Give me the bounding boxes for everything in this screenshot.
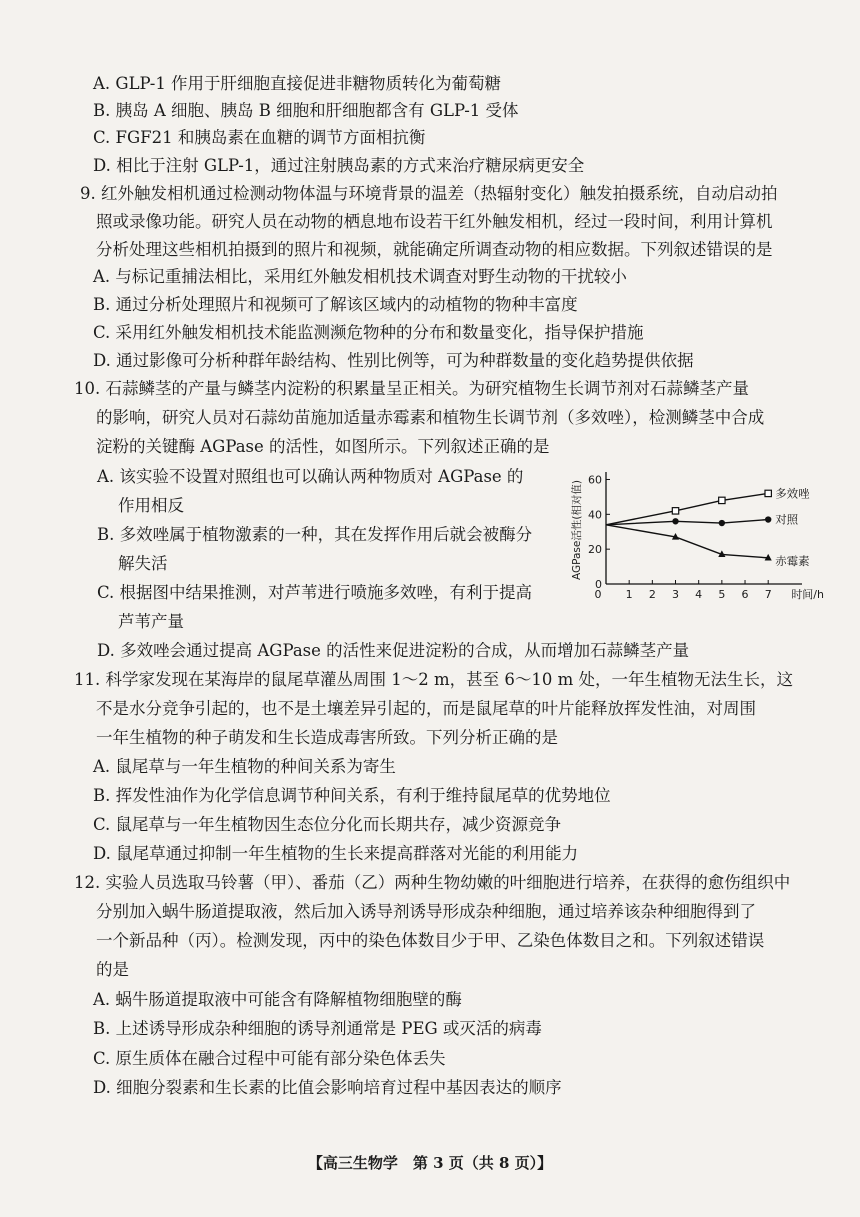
series-label-赤霉素: 赤霉素 [775,553,810,568]
q11-option-a: A. 鼠尾草与一年生植物的种间关系为寄生 [93,757,396,776]
q9-option-b: B. 通过分析处理照片和视频可了解该区域内的动植物的物种丰富度 [93,295,578,314]
y-tick-label: 60 [588,473,602,487]
q11-stem-line-2: 不是水分竞争引起的，也不是土壤差异引起的，而是鼠尾草的叶片能释放挥发性油，对周围 [96,699,756,718]
data-point-多效唑 [719,497,725,503]
x-tick-label: 3 [672,588,680,601]
y-tick-label: 40 [588,508,602,522]
q11-stem-line-3: 一年生植物的种子萌发和生长造成毒害所致。下列分析正确的是 [96,728,558,747]
q11-option-b: B. 挥发性油作为化学信息调节种间关系，有利于维持鼠尾草的优势地位 [93,786,611,805]
y-axis-label: AGPase活性(相对值) [571,479,583,581]
x-tick-label: 5 [718,588,726,601]
q9-option-d: D. 通过影像可分析种群年龄结构、性别比例等，可为种群数量的变化趋势提供依据 [93,351,694,370]
q10-stem-line-2: 的影响，研究人员对石蒜幼苗施加适量赤霉素和植物生长调节剂（多效唑），检测鳞茎中合成 [96,408,765,427]
q10-option-c-line-2: 芦苇产量 [118,612,184,631]
q10-option-a-line-2: 作用相反 [118,496,184,515]
q10-option-d: D. 多效唑会通过提高 AGPase 的活性来促进淀粉的合成，从而增加石蒜鳞茎产量 [97,641,690,660]
q8-option-b: B. 胰岛 A 细胞、胰岛 B 细胞和肝细胞都含有 GLP-1 受体 [93,101,519,120]
q10-option-c-line-1: C. 根据图中结果推测，对芦苇进行喷施多效唑，有利于提高 [97,583,533,602]
q9-option-c: C. 采用红外触发相机技术能监测濒危物种的分布和数量变化，指导保护措施 [93,323,644,342]
x-tick-label: 0 [594,588,602,601]
q11-stem-line-1: 11. 科学家发现在某海岸的鼠尾草灌丛周围 1～2 m，甚至 6～10 m 处，一年生植物无法生长，这 [74,670,793,689]
agpase-line-chart [562,466,824,614]
q10-option-b-line-2: 解失活 [118,554,168,573]
q9-stem-line-3: 分析处理这些相机拍摄到的照片和视频，就能确定所调查动物的相应数据。下列叙述错误的是 [96,240,773,259]
page-footer: 【高三生物学 第 3 页（共 8 页）】 [307,1154,553,1172]
q12-stem-line-1: 12. 实验人员选取马铃薯（甲）、番茄（乙）两种生物幼嫩的叶细胞进行培养，在获得的愈伤组织中 [74,873,791,892]
x-tick-label: 2 [648,588,656,601]
y-tick-label: 20 [588,543,602,557]
q12-stem-line-2: 分别加入蜗牛肠道提取液，然后加入诱导剂诱导形成杂种细胞，通过培养该杂种细胞得到了 [96,902,756,921]
q12-option-c: C. 原生质体在融合过程中可能有部分染色体丢失 [93,1049,446,1068]
x-tick-label: 6 [741,588,749,601]
x-axis-label: 时间/h [791,588,824,601]
y-tick-label: 0 [595,578,602,591]
q12-stem-line-3: 一个新品种（丙）。检测发现，丙中的染色体数目少于甲、乙染色体数目之和。下列叙述错误 [96,931,765,950]
series-label-对照: 对照 [775,512,799,527]
x-tick-label: 1 [625,588,633,601]
q9-stem-line-1: 9. 红外触发相机通过检测动物体温与环境背景的温差（热辐射变化）触发拍摄系统，自动启动拍 [80,184,778,203]
series-line-多效唑 [606,493,768,524]
q11-option-d: D. 鼠尾草通过抑制一年生植物的生长来提高群落对光能的利用能力 [93,844,579,863]
q9-option-a: A. 与标记重捕法相比，采用红外触发相机技术调查对野生动物的干扰较小 [93,267,627,286]
q9-stem-line-2: 照或录像功能。研究人员在动物的栖息地布设若干红外触发相机，经过一段时间，利用计算机 [96,212,773,231]
q12-option-b: B. 上述诱导形成杂种细胞的诱导剂通常是 PEG 或灭活的病毒 [93,1019,542,1038]
data-point-对照 [719,520,725,526]
data-point-对照 [765,516,771,522]
x-tick-label: 7 [764,588,772,601]
q8-option-c: C. FGF21 和胰岛素在血糖的调节方面相抗衡 [93,128,426,147]
q11-option-c: C. 鼠尾草与一年生植物因生态位分化而长期共存，减少资源竞争 [93,815,562,834]
q10-stem-line-1: 10. 石蒜鳞茎的产量与鳞茎内淀粉的积累量呈正相关。为研究植物生长调节剂对石蒜鳞茎产量 [74,379,749,398]
q8-option-a: A. GLP-1 作用于肝细胞直接促进非糖物质转化为葡萄糖 [93,74,502,93]
q10-option-b-line-1: B. 多效唑属于植物激素的一种，其在发挥作用后就会被酶分 [97,525,533,544]
series-line-赤霉素 [606,525,768,558]
q12-option-a: A. 蜗牛肠道提取液中可能含有降解植物细胞壁的酶 [93,990,462,1009]
q12-option-d: D. 细胞分裂素和生长素的比值会影响培育过程中基因表达的顺序 [93,1078,562,1097]
q12-stem-line-4: 的是 [96,960,129,979]
x-tick-label: 4 [695,588,703,601]
q10-option-a-line-1: A. 该实验不设置对照组也可以确认两种物质对 AGPase 的 [97,467,524,486]
data-point-多效唑 [672,508,678,514]
q8-option-d: D. 相比于注射 GLP-1，通过注射胰岛素的方式来治疗糖尿病更安全 [93,156,585,175]
data-point-多效唑 [765,490,771,496]
series-label-多效唑: 多效唑 [775,486,810,501]
data-point-对照 [672,518,678,524]
q10-stem-line-3: 淀粉的关键酶 AGPase 的活性，如图所示。下列叙述正确的是 [96,437,550,456]
